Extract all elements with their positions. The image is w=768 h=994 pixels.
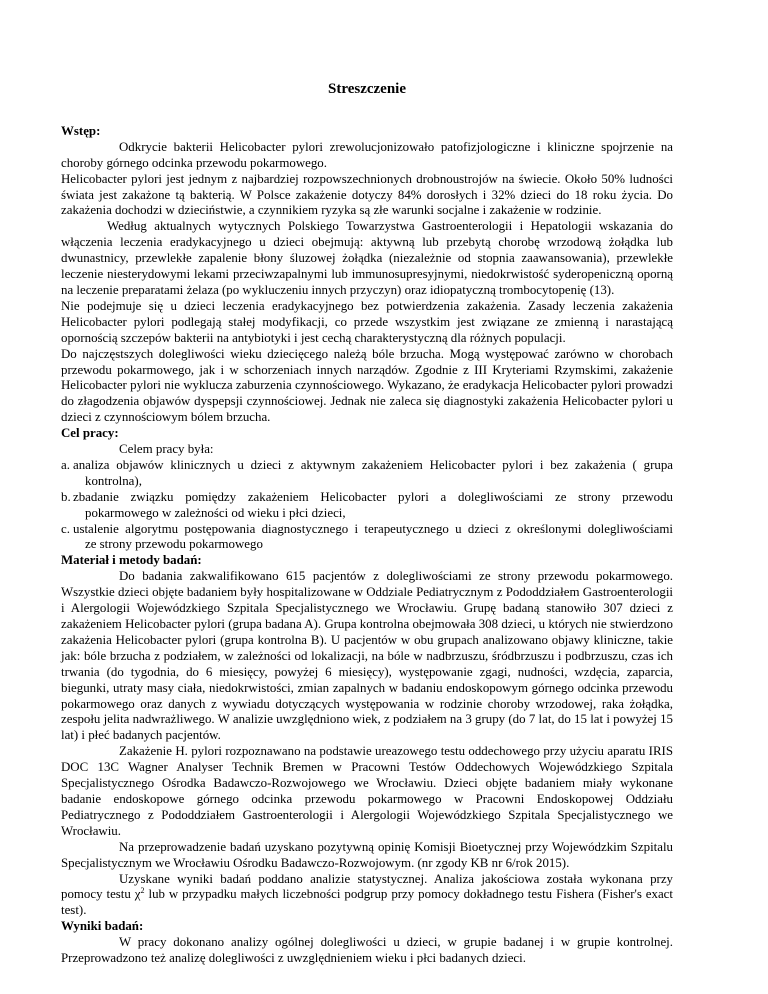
list-marker: b. xyxy=(61,489,71,504)
aim-lead: Celem pracy była: xyxy=(119,442,214,457)
intro-paragraph-5: Do najczęstszych dolegliwości wieku dziecięcego należą bóle brzucha. Mogą występować zarówno w chorobach przewodu pokarmowego, jak i w schorzeniach innych narządów. Zgodnie z III Kryteriami Rzymskimi, zakażenie Helicobacter pylori nie wyklucza zaburzenia czynnościowego. Wykazano, że eradykacja Helicobacter pylori prowadzi do złagodzenia objawów dyspepsji czynnościowej. Jednak nie zaleca się diagnostyki zakażenia Helicobacter pylori u dzieci z czynnościowym bólem brzucha. xyxy=(61,346,673,425)
aim-list-item xyxy=(61,490,673,522)
methods-paragraph-4-part-a: Uzyskane wyniki badań poddano analizie statystycznej. Analiza jakościowa została wykonana przy pomocy testu xyxy=(61,871,673,902)
intro-paragraph-1: Odkrycie bakterii Helicobacter pylori zrewolucjonizowało patofizjologiczne i kliniczne spojrzenie na choroby górnego odcinka przewodu pokarmowego. xyxy=(61,139,673,170)
list-item-line: ze strony przewodu pokarmowego xyxy=(85,537,263,552)
intro-paragraph-3: Według aktualnych wytycznych Polskiego Towarzystwa Gastroenterologii i Hepatologii wskazania do włączenia leczenia eradykacyjnego u dzieci obejmują: aktywną lub przebytą chorobę wrzodową żołądka lub dwunastnicy, przewlekłe zapalenie błony śluzowej żołądka (niezależnie od stopnia zaawansowania), przewlekłe leczenie niesterydowymi lekami przeciwzapalnymi lub immunosupresyjnymi, niedokrwistość syderopeniczną oporną na leczenie preparatami żelaza (po wykluczeniu innych przyczyn) oraz idiopatyczną trombocytopenię (13). xyxy=(61,219,673,297)
aim-list-item xyxy=(61,522,673,554)
intro-paragraph-4: Nie podejmuje się u dzieci leczenia eradykacyjnego bez potwierdzenia zakażenia. Zasady leczenia zakażenia Helicobacter pylori podlegają stałej modyfikacji, co przede wszystkim jest związane ze zmienną i narastającą opornością szczepów bakterii na antybiotyki i jest cechą charakterystyczną dla różnych populacji. xyxy=(61,298,673,345)
methods-paragraph-1: Do badania zakwalifikowano 615 pacjentów z dolegliwościami ze strony przewodu pokarmowego. Wszystkie dzieci objęte badaniem były hospitalizowane w Oddziale Pediatrycznym z Pododdziałem Gastroenterologii i Alergologii Wojewódzkiego Szpitala Specjalistycznego we Wrocławiu. Grupę badaną stanowiło 307 dzieci z zakażeniem Helicobacter pylori (grupa badana A). Grupa kontrolna obejmowała 308 dzieci, u których nie stwierdzono zakażenia Helicobacter pylori (grupa kontrolna B). U pacjentów w obu grupach analizowano objawy kliniczne, takie jak: bóle brzucha z podziałem, w zależności od lokalizacji, na bóle w nadbrzuszu, śródbrzuszu i podbrzuszu, czas ich trwania (do tygodnia, do 6 miesięcy, powyżej 6 miesięcy), występowanie zgagi, nudności, wzdęcia, zaparcia, biegunki, utraty masy ciała, niedokrwistości, zmian zapalnych w badaniu endoskopowym górnego odcinka przewodu pokarmowego oraz danych z wywiadu dotyczących występowania w rodzinie choroby wrzodowej, raka żołądka, zespołu jelita nadwrażliwego. W analizie uwzględniono wiek, z podziałem na 3 grupy (do 7 lat, do 15 lat i powyżej 15 lat) i płeć badanych pacjentów. xyxy=(61,569,673,743)
list-item-line: zbadanie związku pomiędzy zakażeniem Helicobacter pylori a dolegliwościami ze strony przewodu xyxy=(73,489,673,504)
aim-list-item xyxy=(61,458,673,490)
list-item-line: analiza objawów klinicznych u dzieci z aktywnym zakażeniem Helicobacter pylori i bez zakażenia ( grupa xyxy=(73,457,673,472)
section-heading-aim: Cel pracy: xyxy=(61,426,119,441)
document-page xyxy=(61,82,673,967)
list-item-line: kontrolna), xyxy=(85,473,142,488)
section-heading-methods: Materiał i metody badań: xyxy=(61,553,202,568)
document-title: Streszczenie xyxy=(327,81,407,97)
intro-paragraph-2: Helicobacter pylori jest jednym z najbardziej rozpowszechnionych drobnoustrojów na świecie. Około 50% ludności świata jest zakażone tą bakterią. W Polsce zakażenie dotyczy 84% dorosłych i 32% dzieci do 18 roku życia. Do zakażenia dochodzi w dzieciństwie, a czynnikiem ryzyka są złe warunki socjalne i zakażenie w rodzinie. xyxy=(61,171,673,218)
methods-paragraph-4-part-b: lub w przypadku małych liczebności podgrup przy pomocy dokładnego testu Fishera (Fisher's exact test). xyxy=(61,887,673,918)
methods-paragraph-4 xyxy=(61,872,673,920)
chi-superscript: 2 xyxy=(140,886,145,896)
results-paragraph-1: W pracy dokonano analizy ogólnej dolegliwości u dzieci, w grupie badanej i w grupie kontrolnej. Przeprowadzono też analizę dolegliwości z uwzględnieniem wieku i płci badanych dzieci. xyxy=(61,935,673,966)
chi-symbol: χ xyxy=(134,887,141,902)
section-heading-results: Wyniki badań: xyxy=(61,919,144,934)
methods-paragraph-3: Na przeprowadzenie badań uzyskano pozytywną opinię Komisji Bioetycznej przy Wojewódzkim Szpitalu Specjalistycznym we Wrocławiu Ośrodku Badawczo-Rozwojowym. (nr zgody KB nr 6/rok 2015). xyxy=(61,839,673,870)
methods-paragraph-2: Zakażenie H. pylori rozpoznawano na podstawie ureazowego testu oddechowego przy użyciu aparatu IRIS DOC 13C Wagner Analyser Technik Bremen w Pracowni Testów Oddechowych Wojewódzkiego Szpitala Specjalistycznego Ośrodka Badawczo-Rozwojowego we Wrocławiu. Dzieci objęte badaniem miały wykonane badanie endoskopowe górnego odcinka przewodu pokarmowego w Pracowni Endoskopowej Oddziału Pediatrycznego z Pododdziałem Gastroenterologii i Alergologii Wojewódzkiego Szpitala Specjalistycznego we Wrocławiu. xyxy=(61,744,673,838)
list-item-line: ustalenie algorytmu postępowania diagnostycznego i terapeutycznego u dzieci z określonymi dolegliwościami xyxy=(73,521,673,536)
list-marker: c. xyxy=(61,521,70,536)
section-heading-intro: Wstęp: xyxy=(61,123,101,138)
list-marker: a. xyxy=(61,457,70,472)
list-item-line: pokarmowego w zależności od wieku i płci dzieci, xyxy=(85,505,346,520)
